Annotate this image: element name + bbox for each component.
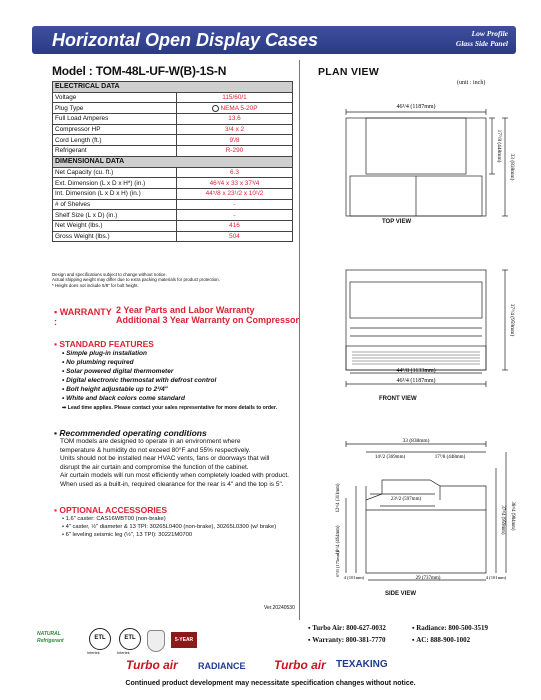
dim-side-g: 38³/4 (984mm)	[510, 501, 515, 531]
header-subtitle	[456, 29, 508, 49]
operating-title: ▪ Recommended operating conditions	[54, 428, 207, 438]
spec-row: Voltage 115/60/1	[53, 92, 293, 103]
dimensional-header: DIMENSIONAL DATA	[53, 156, 293, 167]
spec-row: Net Capacity (cu. ft.) 6.3	[53, 167, 293, 178]
spec-row: Full Load Amperes 13.6	[53, 114, 293, 125]
front-view-caption: FRONT VIEW	[379, 396, 417, 402]
lead-time-note: ➡ Lead time applies. Please contact your sales representative for more details to order.	[62, 405, 278, 411]
warranty-line-1: 2 Year Parts and Labor Warranty	[116, 305, 255, 315]
dim-side-b: 17⁵/8 (448mm)	[434, 455, 466, 460]
certification-logos	[37, 628, 277, 658]
intertek-label: Intertek	[87, 651, 100, 655]
top-view-caption: TOP VIEW	[382, 219, 412, 225]
shield-logo	[147, 630, 165, 652]
list-item: • Bolt height adjustable up to 2³/4"	[62, 386, 168, 393]
contact-turbo-air: ▪ Turbo Air: 800-627-0032	[308, 624, 386, 632]
dim-side-f: 37³/4 (959mm)	[500, 505, 505, 535]
spec-row: Compressor HP 3/4 x 2	[53, 124, 293, 135]
dim-side-i: 4 (101mm)	[343, 575, 365, 580]
dim-top-depth: 33 (838mm)	[509, 153, 515, 181]
intertek-label: Intertek	[117, 651, 130, 655]
dim-side-e: 18¹/4 (464mm)	[336, 525, 341, 555]
spec-row: Ext. Dimension (L x D x H*) (in.) 46³/4 x 33 x 37³/4	[53, 178, 293, 189]
natural-refrigerant-logo: NATURAL Refrigerant	[37, 631, 64, 644]
side-view-drawing	[310, 438, 525, 588]
optional-title: ▪ OPTIONAL ACCESSORIES	[54, 505, 168, 515]
column-divider	[299, 60, 300, 620]
spec-row: Refrigerant R-290	[53, 146, 293, 157]
footer-note: Continued product development may necessitate specification changes without notice.	[125, 680, 416, 687]
top-view-drawing	[310, 92, 520, 232]
contact-radiance: ▪ Radiance: 800-500-3519	[412, 624, 488, 632]
spec-notes: Design and specifications subject to change without notice. Actual shipping weight may differ due to extra packing materials for product protection. * Height does not include 5/8" for bolt height.	[52, 272, 220, 288]
dim-front-outer-w: 46³/4 (1187mm)	[396, 378, 436, 384]
spec-row: Shelf Size (L x D) (in.) -	[53, 210, 293, 221]
list-item: • 4" caster, ½" diameter & 13 TPI: 30265L0400 (non-brake), 30265L0300 (w/ brake)	[62, 524, 277, 530]
dim-front-inner-w: 44⁵/8 (1133mm)	[396, 368, 436, 374]
plug-icon	[212, 105, 219, 112]
list-item: • 1.6" caster: CAS16WBT00 (non-brake)	[62, 516, 166, 522]
dim-top-width: 46³/4 (1187mm)	[396, 104, 436, 110]
dim-top-inner-h: 17⁵/8 (448mm)	[496, 129, 502, 163]
dim-side-c: 23¹/2 (597mm)	[390, 497, 422, 502]
dim-side-bottom: 29 (737mm)	[415, 576, 441, 581]
spec-row: # of Shelves -	[53, 199, 293, 210]
etl-logo: ETL	[89, 628, 111, 650]
contact-warranty: ▪ Warranty: 800-381-7770	[308, 636, 386, 644]
warranty-line-2: Additional 3 Year Warranty on Compressor	[116, 315, 300, 325]
model-number: Model : TOM-48L-UF-W(B)-1S-N	[52, 64, 227, 78]
spec-row: Plug Type NEMA 5-20P	[53, 103, 293, 114]
contact-ac: ▪ AC: 888-900-1002	[412, 636, 471, 644]
operating-text: TOM models are designed to operate in an environment where temperature & humidity do not exceed 80°F and 55% respectively. Units should not be installed near HVAC vents, fans or doorways that will disrupt the air curtain and compromise the function of the cabinet. Air curtain models will run most efficiently when completely loaded with product. When used as a built-in, required clearance for the rear is 4" and the top is 5".	[60, 438, 289, 488]
warranty-label: WARRANTY :	[54, 307, 112, 327]
spec-row: Gross Weight (lbs.) 504	[53, 231, 293, 242]
optional-list	[62, 515, 276, 539]
version-label: Ver.20240530	[264, 605, 295, 611]
standard-features-list	[62, 349, 216, 403]
list-item: • Simple plug-in installation	[62, 350, 147, 357]
list-item: • White and black colors come standard	[62, 395, 185, 402]
turbo-air-logo: Turbo air	[126, 658, 178, 672]
subtitle-line-2: Glass Side Panel	[455, 39, 508, 48]
spec-row: Int. Dimension (L x D x H) (in.) 44⁵/8 x 23¹/2 x 10¹/2	[53, 188, 293, 199]
unit-note: (unit : inch)	[457, 80, 486, 86]
subtitle-line-1: Low Profile	[471, 29, 508, 38]
dim-side-depth: 33 (838mm)	[402, 438, 430, 444]
spec-table	[52, 81, 293, 242]
texaking-logo: TEXAKING	[336, 659, 388, 670]
dim-side-j: 4 (101mm)	[485, 575, 507, 580]
warranty-badge-logo: 5-YEAR	[171, 632, 197, 648]
list-item: • 6" leveling seismic leg (½", 13 TPI): 30221M0700	[62, 532, 193, 538]
standard-features-title: ▪ STANDARD FEATURES	[54, 339, 154, 349]
dim-front-height: 37³/4 (959mm)	[509, 303, 515, 337]
turbo-air-logo-2: Turbo air	[274, 658, 326, 672]
page-title: Horizontal Open Display Cases	[52, 30, 319, 50]
radiance-logo: RADIANCE	[198, 661, 246, 671]
spec-row: Net Weight (lbs.) 416	[53, 220, 293, 231]
dim-side-h: 6⁷/8 (175mm)	[335, 551, 340, 577]
front-view-drawing	[310, 260, 520, 395]
list-item: • Solar powered digital thermometer	[62, 368, 174, 375]
dim-side-d: 12¹/4 (311mm)	[336, 483, 341, 513]
plan-view-title: PLAN VIEW	[318, 66, 380, 78]
dim-side-a: 14¹/2 (369mm)	[374, 455, 406, 460]
spec-row: Cord Length (ft.) 9'/8	[53, 135, 293, 146]
page-header	[32, 26, 516, 54]
side-view-caption: SIDE VIEW	[385, 591, 417, 597]
etl-sanitation-logo: ETL	[119, 628, 141, 650]
electrical-header: ELECTRICAL DATA	[53, 82, 293, 93]
list-item: • No plumbing required	[62, 359, 134, 366]
list-item: • Digital electronic thermostat with defrost control	[62, 377, 217, 384]
